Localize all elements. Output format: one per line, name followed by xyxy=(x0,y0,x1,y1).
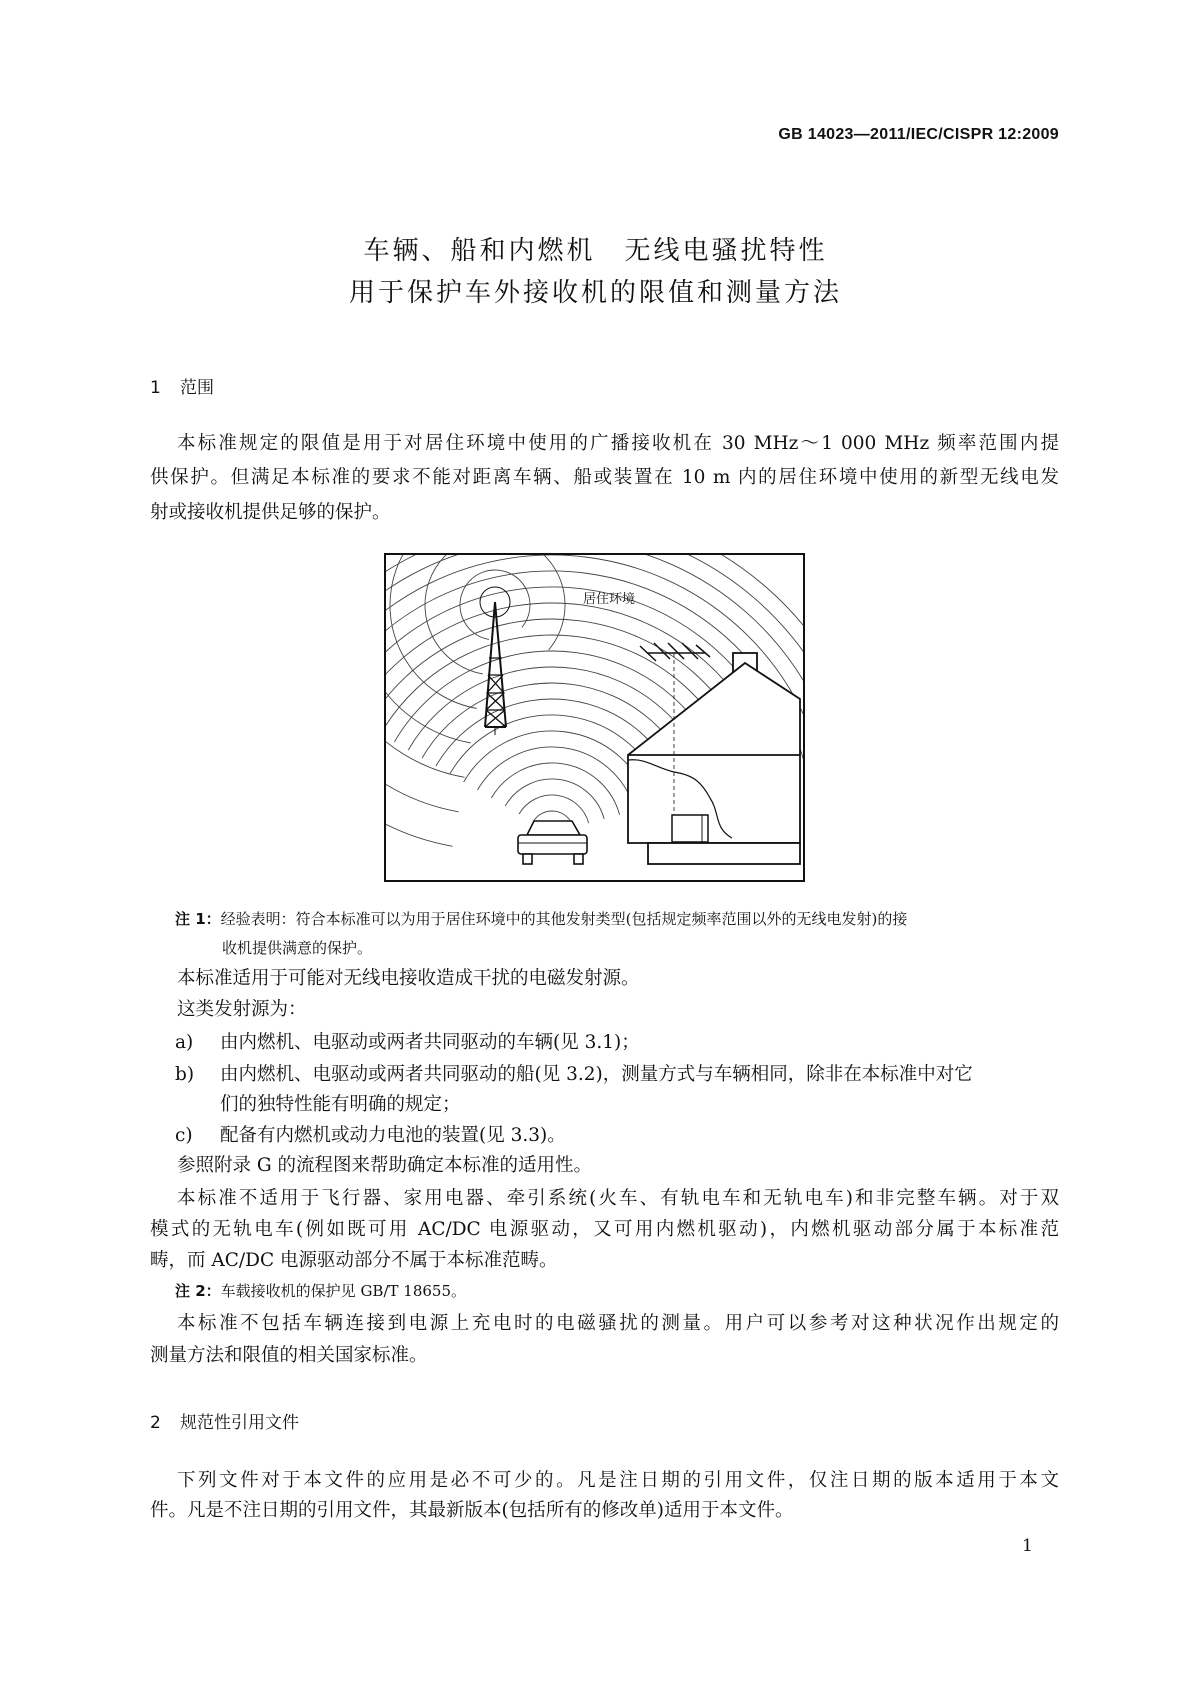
paragraph-line: 这类发射源为： xyxy=(177,999,307,1020)
note-label: 注 1： xyxy=(175,910,221,928)
paragraph-line: 畴，而 AC/DC 电源驱动部分不属于本标准范畴。 xyxy=(150,1250,558,1271)
note-text: 经验表明：符合本标准可以为用于居住环境中的其他发射类型(包括规定频率范围以外的无线电发射)的接 xyxy=(220,910,908,928)
list-item-b-continuation: 们的独特性能有明确的规定； xyxy=(220,1094,461,1115)
list-item-c xyxy=(175,1124,566,1148)
paragraph-line: 本标准适用于可能对无线电接收造成干扰的电磁发射源。 xyxy=(177,968,640,989)
wave-arc xyxy=(384,553,531,812)
wave-arc xyxy=(491,763,619,815)
paragraph-line: 测量方法和限值的相关国家标准。 xyxy=(150,1345,428,1366)
document-title-line1: 车辆、船和内燃机 无线电骚扰特性 xyxy=(363,236,828,266)
section-2-heading xyxy=(150,1408,299,1433)
note-label: 注 2： xyxy=(175,1282,221,1300)
document-title-line2: 用于保护车外接收机的限值和测量方法 xyxy=(348,278,842,308)
standard-number-header: GB 14023—2011/IEC/CISPR 12:2009 xyxy=(778,126,1059,143)
television-icon xyxy=(672,815,708,842)
transmission-tower-icon xyxy=(480,587,510,735)
paragraph-line: 供保护。但满足本标准的要求不能对距离车辆、船或装置在 10 m 内的居住环境中使用的新型无线电发 xyxy=(150,467,1059,488)
paragraph-line: 射或接收机提供足够的保护。 xyxy=(150,502,391,523)
note-1-continuation: 收机提供满意的保护。 xyxy=(222,939,373,957)
section-title: 规范性引用文件 xyxy=(180,1413,299,1433)
paragraph-line: 参照附录 G 的流程图来帮助确定本标准的适用性。 xyxy=(177,1155,593,1176)
page-number: 1 xyxy=(1022,1536,1033,1556)
list-text: 由内燃机、电驱动或两者共同驱动的船(见 3.2)，测量方式与车辆相同，除非在本标准中对它 xyxy=(220,1064,973,1085)
list-text: 配备有内燃机或动力电池的装置(见 3.3)。 xyxy=(220,1125,566,1146)
paragraph-line: 模式的无轨电车(例如既可用 AC/DC 电源驱动，又可用内燃机驱动)，内燃机驱动部分属于本标准范 xyxy=(150,1219,1059,1240)
section-number: 1 xyxy=(150,378,161,398)
list-text: 由内燃机、电驱动或两者共同驱动的车辆(见 3.1)； xyxy=(220,1032,640,1053)
list-label: c) xyxy=(175,1125,193,1146)
list-item-a xyxy=(175,1031,640,1055)
paragraph-line: 本标准规定的限值是用于对居住环境中使用的广播接收机在 30 MHz～1 000 MHz 频率范围内提 xyxy=(177,433,1059,454)
figure-label: 居住环境 xyxy=(583,592,636,607)
wave-arc xyxy=(519,795,589,823)
list-item-b xyxy=(175,1063,1059,1087)
note-2 xyxy=(175,1281,466,1301)
house-icon xyxy=(628,653,800,864)
note-1 xyxy=(175,909,907,929)
paragraph-line: 本标准不适用于飞行器、家用电器、牵引系统(火车、有轨电车和无轨电车)和非完整车辆。对于双 xyxy=(177,1188,1059,1209)
car-icon xyxy=(518,821,587,864)
wave-arc xyxy=(384,553,525,777)
list-label: b) xyxy=(175,1064,195,1085)
note-text: 车载接收机的保护见 GB/T 18655。 xyxy=(220,1282,466,1300)
paragraph-line: 下列文件对于本文件的应用是必不可少的。凡是注日期的引用文件，仅注日期的版本适用于本文 xyxy=(177,1470,1059,1491)
section-1-heading xyxy=(150,373,214,398)
paragraph-line: 本标准不包括车辆连接到电源上充电时的电磁骚扰的测量。用户可以参考对这种状况作出规定的 xyxy=(177,1313,1059,1334)
list-label: a) xyxy=(175,1032,194,1053)
residential-environment-figure xyxy=(384,553,805,882)
section-title: 范围 xyxy=(180,378,214,398)
section-number: 2 xyxy=(150,1413,161,1433)
paragraph-line: 件。凡是不注日期的引用文件，其最新版本(包括所有的修改单)适用于本文件。 xyxy=(150,1500,794,1521)
